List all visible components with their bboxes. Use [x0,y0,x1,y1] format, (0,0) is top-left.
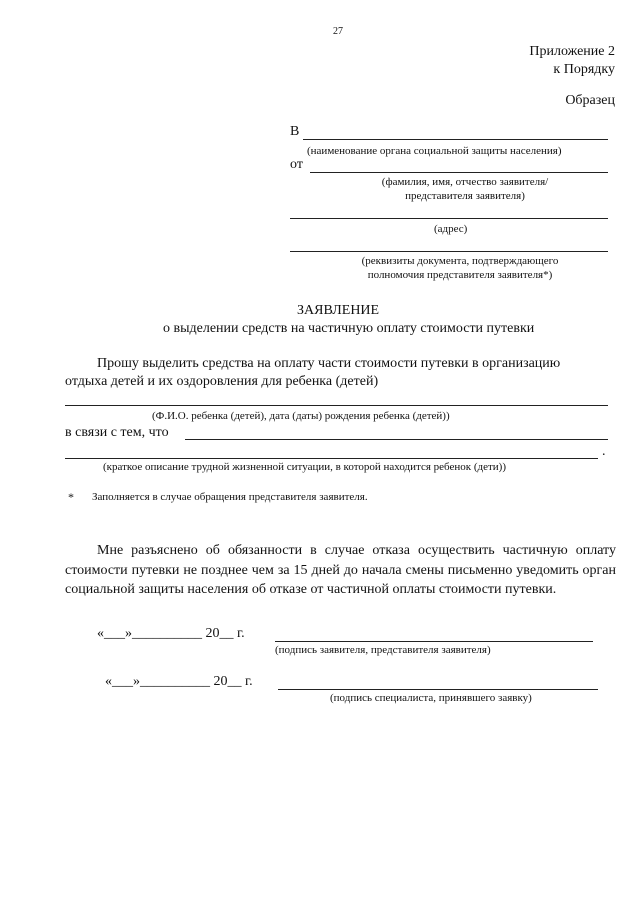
signature-2-caption: (подпись специалиста, принявшего заявку) [330,692,532,704]
situation-field-line[interactable] [65,458,598,459]
signature-1-line[interactable] [275,641,593,642]
situation-caption: (краткое описание трудной жизненной ситуации, в которой находится ребенок (дети)) [103,461,506,473]
signature-2-date: «___»__________ 20__ г. [105,674,253,689]
document-caption-2: полномочия представителя заявителя*) [367,269,553,281]
request-line-1: Прошу выделить средства на оплату части стоимости путевки в организацию [97,356,561,371]
period-mark: . [602,444,606,459]
from-prefix: от [290,157,303,172]
from-caption-1: (фамилия, имя, отчество заявителя/ [381,176,549,188]
document-caption-1: (реквизиты документа, подтверждающего [361,255,559,267]
to-prefix: В [290,124,300,139]
to-caption: (наименование органа социальной защиты населения) [307,145,562,157]
from-caption-2: представителя заявителя) [405,190,525,202]
page-number: 27 [333,26,343,37]
document-field-line[interactable] [290,251,608,252]
address-field-line[interactable] [290,218,608,219]
appendix-line-2: к Порядку [553,62,615,77]
from-field-line[interactable] [310,172,608,173]
address-caption: (адрес) [434,223,468,235]
reason-field-line[interactable] [185,439,608,440]
document-subtitle: о выделении средств на частичную оплату стоимости путевки [163,321,535,336]
footnote-text: Заполняется в случае обращения представителя заявителя. [92,491,368,503]
sample-label: Образец [565,93,615,108]
to-field-line[interactable] [303,139,608,140]
document-title: ЗАЯВЛЕНИЕ [297,303,380,318]
reason-prefix: в связи с тем, что [65,425,169,440]
signature-1-caption: (подпись заявителя, представителя заявителя) [275,644,491,656]
signature-1-date: «___»__________ 20__ г. [97,626,245,641]
child-field-line[interactable] [65,405,608,406]
request-line-2: отдыха детей и их оздоровления для ребенка (детей) [65,374,379,389]
explanation-paragraph: Мне разъяснено об обязанности в случае отказа осуществить частичную оплату стоимости путевки не позднее чем за 15 дней до начала смены письменно уведомить орган социальной защиты населения об отказе от частичной оплаты стоимости путевки. [65,543,616,597]
signature-2-line[interactable] [278,689,598,690]
child-caption: (Ф.И.О. ребенка (детей), дата (даты) рождения ребенка (детей)) [152,410,450,422]
footnote-mark: * [68,490,74,504]
appendix-line-1: Приложение 2 [529,44,615,59]
